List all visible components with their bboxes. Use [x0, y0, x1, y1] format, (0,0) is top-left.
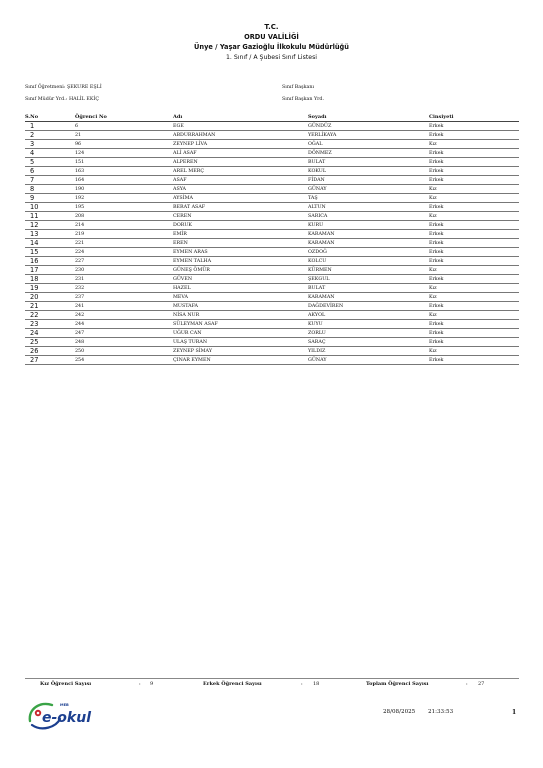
- table-row: [25, 149, 519, 158]
- teacher-name: ŞEKURE EŞLİ: [66, 85, 102, 90]
- last-name-cell: ALTUN: [308, 203, 429, 212]
- sno-cell: 3: [25, 140, 75, 149]
- teacher-label: Sınıf Öğretmeni:: [25, 85, 66, 90]
- gender-cell: Kız: [429, 347, 519, 356]
- gender-cell: Erkek: [429, 248, 519, 257]
- svg-text:e-okul: e-okul: [42, 710, 91, 726]
- first-name-cell: EREN: [173, 239, 308, 248]
- first-name-cell: ÇINAR EYMEN: [173, 356, 308, 365]
- first-name-cell: ASYA: [173, 185, 308, 194]
- first-name-cell: ALPEREN: [173, 158, 308, 167]
- student-no-cell: 227: [75, 257, 173, 266]
- table-row: [25, 347, 519, 356]
- last-name-cell: KURU: [308, 221, 429, 230]
- student-no-cell: 164: [75, 176, 173, 185]
- gender-cell: Erkek: [429, 149, 519, 158]
- student-no-cell: 221: [75, 239, 173, 248]
- last-name-cell: OĞAL: [308, 140, 429, 149]
- table-row: [25, 302, 519, 311]
- student-no-cell: 214: [75, 221, 173, 230]
- sno-cell: 15: [25, 248, 75, 257]
- sno-cell: 22: [25, 311, 75, 320]
- table-row: [25, 221, 519, 230]
- sno-cell: 17: [25, 266, 75, 275]
- first-name-cell: DORUK: [173, 221, 308, 230]
- sno-cell: 14: [25, 239, 75, 248]
- girls-count-label: Kız Öğrenci Sayısı: [40, 681, 92, 687]
- last-name-cell: KARAMAN: [308, 239, 429, 248]
- gender-cell: Erkek: [429, 230, 519, 239]
- sno-cell: 26: [25, 347, 75, 356]
- table-row: [25, 284, 519, 293]
- gender-cell: Erkek: [429, 131, 519, 140]
- table-row: [25, 257, 519, 266]
- total-count-separator: :: [466, 681, 468, 687]
- student-no-cell: 96: [75, 140, 173, 149]
- column-header-student-no: Öğrenci No: [75, 113, 173, 122]
- last-name-cell: DÖNMEZ: [308, 149, 429, 158]
- first-name-cell: SÜLEYMAN ASAF: [173, 320, 308, 329]
- student-no-cell: 242: [75, 311, 173, 320]
- table-row: [25, 320, 519, 329]
- sno-cell: 10: [25, 203, 75, 212]
- footer-divider: [25, 678, 519, 679]
- gender-cell: Kız: [429, 293, 519, 302]
- last-name-cell: DAĞDEVİREN: [308, 302, 429, 311]
- table-row: [25, 248, 519, 257]
- table-row: [25, 230, 519, 239]
- first-name-cell: ABDURRAHMAN: [173, 131, 308, 140]
- gender-cell: Erkek: [429, 329, 519, 338]
- sno-cell: 11: [25, 212, 75, 221]
- sno-cell: 23: [25, 320, 75, 329]
- column-header-sno: S.No: [25, 113, 75, 122]
- student-no-cell: 6: [75, 122, 173, 131]
- first-name-cell: NİSA NUR: [173, 311, 308, 320]
- first-name-cell: GÜNEŞ ÖMÜR: [173, 266, 308, 275]
- sno-cell: 19: [25, 284, 75, 293]
- first-name-cell: CEREN: [173, 212, 308, 221]
- last-name-cell: GÜNAY: [308, 185, 429, 194]
- gender-cell: Kız: [429, 212, 519, 221]
- gender-cell: Erkek: [429, 176, 519, 185]
- first-name-cell: ALİ ASAF: [173, 149, 308, 158]
- table-row: [25, 356, 519, 365]
- vice-principal-info: [25, 97, 99, 102]
- gender-cell: Erkek: [429, 239, 519, 248]
- first-name-cell: HAZEL: [173, 284, 308, 293]
- sno-cell: 16: [25, 257, 75, 266]
- first-name-cell: ULAŞ TURAN: [173, 338, 308, 347]
- sno-cell: 6: [25, 167, 75, 176]
- first-name-cell: AREL MERÇ: [173, 167, 308, 176]
- first-name-cell: EGE: [173, 122, 308, 131]
- last-name-cell: KÜRMEN: [308, 266, 429, 275]
- student-no-cell: 231: [75, 275, 173, 284]
- student-no-cell: 192: [75, 194, 173, 203]
- sno-cell: 25: [25, 338, 75, 347]
- table-row: [25, 185, 519, 194]
- header-list-title: 1. Sınıf / A Şubesi Sınıf Listesi: [225, 54, 318, 61]
- class-vice-president-label: Sınıf Başkan Yrd.: [282, 97, 325, 102]
- last-name-cell: KOLCU: [308, 257, 429, 266]
- last-name-cell: OZDOĞ: [308, 248, 429, 257]
- gender-cell: Erkek: [429, 122, 519, 131]
- student-no-cell: 250: [75, 347, 173, 356]
- sno-cell: 13: [25, 230, 75, 239]
- sno-cell: 7: [25, 176, 75, 185]
- first-name-cell: EYMEN ARAS: [173, 248, 308, 257]
- vice-principal-label: Sınıf Müdür Yrd.:: [25, 97, 68, 102]
- student-no-cell: 244: [75, 320, 173, 329]
- sno-cell: 2: [25, 131, 75, 140]
- gender-cell: Erkek: [429, 356, 519, 365]
- last-name-cell: YILDIZ: [308, 347, 429, 356]
- page-number: 1: [512, 709, 517, 716]
- boys-count-value: 18: [313, 681, 320, 687]
- last-name-cell: KARAMAN: [308, 230, 429, 239]
- sno-cell: 20: [25, 293, 75, 302]
- first-name-cell: BERAT ASAF: [173, 203, 308, 212]
- sno-cell: 8: [25, 185, 75, 194]
- first-name-cell: MUSTAFA: [173, 302, 308, 311]
- vice-principal-name: HALİL EKİÇ: [68, 97, 100, 102]
- student-no-cell: 230: [75, 266, 173, 275]
- gender-cell: Erkek: [429, 257, 519, 266]
- table-row: [25, 329, 519, 338]
- last-name-cell: ZORLU: [308, 329, 429, 338]
- student-no-cell: 237: [75, 293, 173, 302]
- gender-cell: Kız: [429, 185, 519, 194]
- header-tc: T.C.: [264, 23, 279, 31]
- print-time: 21:33:53: [428, 709, 454, 715]
- student-no-cell: 208: [75, 212, 173, 221]
- girls-count-value: 9: [150, 681, 154, 687]
- last-name-cell: SARICA: [308, 212, 429, 221]
- student-no-cell: 241: [75, 302, 173, 311]
- header-school: Ünye / Yaşar Gazioğlu İlkokulu Müdürlüğü: [194, 43, 349, 51]
- table-row: [25, 167, 519, 176]
- last-name-cell: BULAT: [308, 284, 429, 293]
- first-name-cell: ASAF: [173, 176, 308, 185]
- first-name-cell: EYMEN TALHA: [173, 257, 308, 266]
- gender-cell: Erkek: [429, 320, 519, 329]
- sno-cell: 12: [25, 221, 75, 230]
- girls-count-separator: :: [139, 681, 141, 687]
- boys-count-separator: :: [301, 681, 303, 687]
- table-row: [25, 212, 519, 221]
- gender-cell: Erkek: [429, 158, 519, 167]
- first-name-cell: MEVA: [173, 293, 308, 302]
- table-header-row: [25, 113, 519, 122]
- last-name-cell: KOKUL: [308, 167, 429, 176]
- last-name-cell: BULAT: [308, 158, 429, 167]
- first-name-cell: AYSİMA: [173, 194, 308, 203]
- gender-cell: Erkek: [429, 302, 519, 311]
- gender-cell: Erkek: [429, 221, 519, 230]
- boys-count-label: Erkek Öğrenci Sayısı: [203, 681, 262, 687]
- sno-cell: 1: [25, 122, 75, 131]
- first-name-cell: ZEYNEP LİVA: [173, 140, 308, 149]
- last-name-cell: FİDAN: [308, 176, 429, 185]
- table-row: [25, 194, 519, 203]
- table-row: [25, 158, 519, 167]
- sno-cell: 4: [25, 149, 75, 158]
- student-list-table: [25, 113, 519, 365]
- gender-cell: Kız: [429, 311, 519, 320]
- svg-text:MEB: MEB: [60, 703, 69, 707]
- last-name-cell: KARAMAN: [308, 293, 429, 302]
- e-okul-logo: [26, 699, 106, 731]
- sno-cell: 5: [25, 158, 75, 167]
- table-row: [25, 176, 519, 185]
- gender-cell: Kız: [429, 284, 519, 293]
- last-name-cell: TAŞ: [308, 194, 429, 203]
- last-name-cell: YERLİKAYA: [308, 131, 429, 140]
- table-row: [25, 266, 519, 275]
- last-name-cell: ŞEKGUL: [308, 275, 429, 284]
- student-no-cell: 254: [75, 356, 173, 365]
- print-date: 28/08/2025: [383, 709, 416, 715]
- total-count-label: Toplam Öğrenci Sayısı: [366, 681, 429, 687]
- table-row: [25, 140, 519, 149]
- teacher-info: [25, 85, 102, 90]
- gender-cell: Erkek: [429, 203, 519, 212]
- sno-cell: 9: [25, 194, 75, 203]
- sno-cell: 27: [25, 356, 75, 365]
- student-no-cell: 232: [75, 284, 173, 293]
- gender-cell: Kız: [429, 266, 519, 275]
- column-header-gender: Cinsiyeti: [429, 113, 519, 122]
- gender-cell: Erkek: [429, 275, 519, 284]
- last-name-cell: GÜNDÜZ: [308, 122, 429, 131]
- student-no-cell: 195: [75, 203, 173, 212]
- class-president-label: Sınıf Başkanı: [282, 85, 314, 90]
- gender-cell: Erkek: [429, 338, 519, 347]
- gender-cell: Kız: [429, 194, 519, 203]
- first-name-cell: UĞUR CAN: [173, 329, 308, 338]
- column-header-last-name: Soyadı: [308, 113, 429, 122]
- total-count-value: 27: [478, 681, 485, 687]
- sno-cell: 24: [25, 329, 75, 338]
- sno-cell: 21: [25, 302, 75, 311]
- student-no-cell: 163: [75, 167, 173, 176]
- last-name-cell: GÜNAY: [308, 356, 429, 365]
- table-row: [25, 293, 519, 302]
- student-no-cell: 224: [75, 248, 173, 257]
- student-no-cell: 247: [75, 329, 173, 338]
- last-name-cell: AKYOL: [308, 311, 429, 320]
- first-name-cell: EMİR: [173, 230, 308, 239]
- student-no-cell: 151: [75, 158, 173, 167]
- table-row: [25, 275, 519, 284]
- table-row: [25, 131, 519, 140]
- table-row: [25, 239, 519, 248]
- student-no-cell: 190: [75, 185, 173, 194]
- gender-cell: Erkek: [429, 167, 519, 176]
- last-name-cell: SARAÇ: [308, 338, 429, 347]
- first-name-cell: GÜVEN: [173, 275, 308, 284]
- last-name-cell: KUYU: [308, 320, 429, 329]
- sno-cell: 18: [25, 275, 75, 284]
- table-row: [25, 203, 519, 212]
- first-name-cell: ZEYNEP SİMAY: [173, 347, 308, 356]
- table-row: [25, 311, 519, 320]
- student-no-cell: 124: [75, 149, 173, 158]
- column-header-first-name: Adı: [173, 113, 308, 122]
- gender-cell: Kız: [429, 140, 519, 149]
- student-no-cell: 248: [75, 338, 173, 347]
- header-governorship: ORDU VALİLİĞİ: [244, 32, 299, 41]
- table-row: [25, 122, 519, 131]
- student-no-cell: 219: [75, 230, 173, 239]
- table-row: [25, 338, 519, 347]
- student-no-cell: 21: [75, 131, 173, 140]
